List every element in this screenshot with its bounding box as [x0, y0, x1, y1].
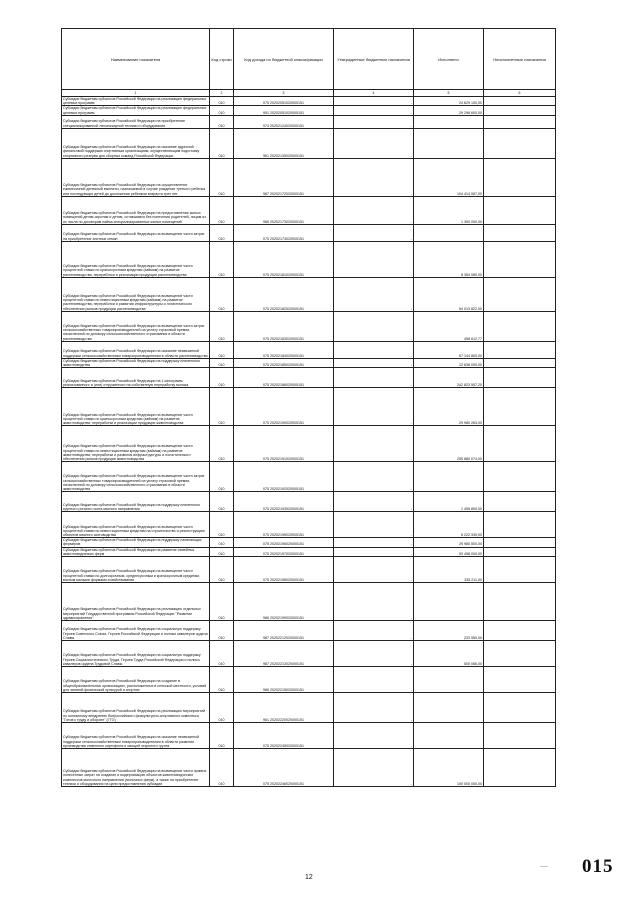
cell-unexecuted [484, 341, 556, 358]
cell-unexecuted [484, 358, 556, 367]
cell-unexecuted [484, 512, 556, 538]
cell-unexecuted [484, 388, 556, 426]
table-row [62, 388, 556, 426]
cell-approved: - [334, 426, 414, 462]
table-row [62, 583, 556, 621]
cell-unexecuted [484, 311, 556, 341]
cell-indicator-name: Субсидии бюджетам субъектов Российской Федерации на социальную поддержку Героев Социалистического Труда, Героев Труда Российской Федерации и полных кавалеров ордена Трудовой Славы [62, 641, 210, 667]
cell-indicator-name: Субсидии бюджетам субъектов Российской Федерации на возмещение части затрат сельскохозяйственных товаропроизводителей на уплату страховой премии, начисленной по договору сельскохозяйственного страхования в области животноводства [62, 462, 210, 492]
cell-income-code: 075 20202193020000151 [234, 492, 334, 512]
cell-line-code: 010 [210, 128, 234, 158]
cell-unexecuted [484, 749, 556, 787]
cell-executed: 1 455 800,00 [414, 492, 484, 512]
cell-unexecuted [484, 368, 556, 388]
table-row [62, 547, 556, 556]
header-income-code: Код дохода по бюджетной классификации [234, 29, 334, 90]
cell-income-code: 951 20202051020000151 [234, 106, 334, 115]
cell-executed [414, 128, 484, 158]
cell-line-code: 010 [210, 158, 234, 196]
cell-income-code: 075 20202174020000151 [234, 224, 334, 241]
cell-line-code: 010 [210, 583, 234, 621]
table-row [62, 426, 556, 462]
table-row [62, 311, 556, 341]
cell-unexecuted [484, 196, 556, 224]
cell-indicator-name: Субсидии бюджетам субъектов Российской Федерации на 1 килограмм реализованного и (или) отгруженного на собственную переработку молока [62, 368, 210, 388]
cell-approved: - [334, 547, 414, 556]
cell-approved: - [334, 583, 414, 621]
table-row [62, 492, 556, 512]
cell-income-code: 075 20202246020000151 [234, 749, 334, 787]
cell-executed [414, 224, 484, 241]
cell-executed: 458 612,77 [414, 311, 484, 341]
cell-income-code: 987 20202213020000151 [234, 641, 334, 667]
table-row [62, 749, 556, 787]
table-row [62, 224, 556, 241]
cell-indicator-name: Субсидии бюджетам субъектов Российской Федерации на поддержку племенного крупного рогатого скота мясного направления [62, 492, 210, 512]
cell-income-code: 966 20202199020000151 [234, 583, 334, 621]
cell-executed [414, 723, 484, 749]
cell-indicator-name: Субсидии бюджетам субъектов Российской Федерации на возмещение части прямых понесенных затрат на создание и модернизацию объектов животноводческих комплексов молочного направления (молочных ферм), а также на приобретение техники и оборудования на цели предоставления субсидии [62, 749, 210, 787]
cell-indicator-name: Субсидии бюджетам субъектов Российской Федерации на развитие семейных животноводческих ферм [62, 547, 210, 556]
cell-indicator-name: Субсидии бюджетам субъектов Российской Федерации на оказание адресной финансовой поддержки спортивным организациям, осуществляющим подготовку спортивного резерва для сборных команд Российской Федерации [62, 128, 210, 158]
table-row [62, 693, 556, 723]
cell-line-code: 010 [210, 641, 234, 667]
table-row [62, 641, 556, 667]
cell-unexecuted [484, 106, 556, 115]
table-row [62, 196, 556, 224]
cell-income-code: 075 20202198020000151 [234, 557, 334, 583]
cell-line-code: 010 [210, 557, 234, 583]
cell-indicator-name: Субсидии бюджетам субъектов Российской Федерации на приобретение специализированной лесопожарной техники и оборудования [62, 115, 210, 128]
table-row [62, 358, 556, 367]
header-line-code: Код строки [210, 29, 234, 90]
table-row [62, 512, 556, 538]
cell-unexecuted [484, 547, 556, 556]
column-number: 4 [334, 90, 414, 97]
cell-line-code: 010 [210, 547, 234, 556]
cell-approved: - [334, 557, 414, 583]
cell-approved: - [334, 641, 414, 667]
cell-indicator-name: Субсидии бюджетам субъектов Российской Федерации на осуществление ежемесячной денежной выплаты, назначаемой в случае рождения третьего ребенка или последующих детей до достижения ребенком возраста трех лет [62, 158, 210, 196]
cell-line-code: 010 [210, 492, 234, 512]
cell-executed: 67 144 800,00 [414, 341, 484, 358]
cell-line-code: 010 [210, 97, 234, 106]
cell-approved: - [334, 492, 414, 512]
cell-approved: - [334, 538, 414, 547]
cell-executed: 6 222 339,00 [414, 512, 484, 538]
cell-executed [414, 693, 484, 723]
table-row [62, 667, 556, 693]
cell-executed: 242 823 557,20 [414, 368, 484, 388]
table-row [62, 241, 556, 277]
cell-indicator-name: Субсидии бюджетам субъектов Российской Федерации на оказание несвязанной поддержки сельскохозяйственным товаропроизводителям в области развития производства семенного картофеля и овощей открытого грунта [62, 723, 210, 749]
cell-line-code: 010 [210, 224, 234, 241]
cell-indicator-name: Субсидии бюджетам субъектов Российской Федерации на социальную поддержку Героев Советского Союза, Героев Российской Федерации и полных кавалеров ордена Славы [62, 621, 210, 641]
cell-executed: 54 013 822,00 [414, 277, 484, 311]
cell-income-code: 987 20202172020000151 [234, 158, 334, 196]
cell-unexecuted [484, 538, 556, 547]
cell-unexecuted [484, 462, 556, 492]
cell-line-code: 010 [210, 723, 234, 749]
cell-indicator-name: Субсидии бюджетам субъектов Российской Федерации на возмещение части затрат на приобретение элитных семян [62, 224, 210, 241]
cell-approved: - [334, 241, 414, 277]
cell-executed: 24 629 100,00 [414, 97, 484, 106]
cell-executed: 8 354 080,00 [414, 241, 484, 277]
cell-approved: - [334, 224, 414, 241]
cell-line-code: 010 [210, 196, 234, 224]
cell-income-code: 075 20202196020000151 [234, 538, 334, 547]
cell-executed: 255 880 074,00 [414, 426, 484, 462]
cell-unexecuted [484, 97, 556, 106]
cell-indicator-name: Субсидии бюджетам субъектов Российской Федерации на предоставление жилых помещений детям-сиротам и детям, оставшимся без попечения родителей, лицам из их числа по договорам найма специализированных жилых помещений [62, 196, 210, 224]
cell-income-code: 966 20202173020000151 [234, 196, 334, 224]
cell-approved: - [334, 667, 414, 693]
cell-unexecuted [484, 158, 556, 196]
cell-approved: - [334, 723, 414, 749]
header-approved: Утвержденные бюджетные назначения [334, 29, 414, 90]
cell-indicator-name: Субсидии бюджетам субъектов Российской Федерации на реализацию отдельных мероприятий Государственной программы Российской Федерации "Развитие здравоохранения" [62, 583, 210, 621]
cell-indicator-name: Субсидии бюджетам субъектов Российской Федерации на возмещение части процентной ставки по инвестиционным кредитам на строительство и реконструкцию объектов мясного скотоводства [62, 512, 210, 538]
cell-line-code: 010 [210, 358, 234, 367]
cell-indicator-name: Субсидии бюджетам субъектов Российской Федерации на реализацию федеральных целевых программ [62, 97, 210, 106]
table-row [62, 97, 556, 106]
cell-executed: 104 414 087,00 [414, 158, 484, 196]
cell-executed: 335 211,00 [414, 557, 484, 583]
handwritten-mark: ~~~ [540, 865, 549, 870]
cell-approved: - [334, 512, 414, 538]
cell-approved: - [334, 196, 414, 224]
table-header-row [62, 29, 556, 90]
cell-income-code: 075 20202190020000151 [234, 388, 334, 426]
cell-executed: 53 458 000,00 [414, 547, 484, 556]
cell-income-code: 075 20202195020000151 [234, 512, 334, 538]
table-row [62, 462, 556, 492]
cell-unexecuted [484, 277, 556, 311]
cell-executed: 233 550,00 [414, 621, 484, 641]
cell-income-code: 075 20202245020000151 [234, 723, 334, 749]
table-row [62, 557, 556, 583]
column-number: 2 [210, 90, 234, 97]
budget-report-table [61, 28, 556, 787]
cell-indicator-name: Субсидии бюджетам субъектов Российской Федерации на возмещение части процентной ставки по долгосрочным, среднесрочным и краткосрочным кредитам, взятым малыми формами хозяйствования [62, 557, 210, 583]
sheet-stamp: 015 [582, 856, 614, 877]
cell-unexecuted [484, 641, 556, 667]
cell-indicator-name: Субсидии бюджетам субъектов Российской Федерации на возмещение части процентной ставки по инвестиционным кредитам (займам) на развитие животноводства, переработки и развития инфраструктуры и логистического обеспечения рынков продукции животноводства [62, 426, 210, 462]
cell-line-code: 010 [210, 241, 234, 277]
table-row [62, 106, 556, 115]
cell-income-code: 075 20202186020000151 [234, 368, 334, 388]
cell-unexecuted [484, 557, 556, 583]
table-body [62, 97, 556, 787]
cell-indicator-name: Субсидии бюджетам субъектов Российской Федерации на реализацию мероприятий по поэтапному внедрению Всероссийского физкультурно-спортивного комплекса "Готов к труду и обороне" (ГТО) [62, 693, 210, 723]
table-row [62, 128, 556, 158]
cell-approved: - [334, 621, 414, 641]
cell-indicator-name: Субсидии бюджетам субъектов Российской Федерации на оказание несвязанной поддержки сельскохозяйственным товаропроизводителям в области растениеводства [62, 341, 210, 358]
cell-approved: - [334, 277, 414, 311]
table-row [62, 158, 556, 196]
cell-line-code: 010 [210, 426, 234, 462]
cell-line-code: 010 [210, 106, 234, 115]
cell-unexecuted [484, 115, 556, 128]
cell-approved: - [334, 128, 414, 158]
cell-unexecuted [484, 128, 556, 158]
cell-line-code: 010 [210, 621, 234, 641]
cell-income-code: 075 20202184020000151 [234, 341, 334, 358]
cell-income-code: 075 20202181020000151 [234, 241, 334, 277]
table-row [62, 368, 556, 388]
cell-unexecuted [484, 492, 556, 512]
cell-approved: - [334, 358, 414, 367]
cell-approved: - [334, 388, 414, 426]
cell-income-code: 966 20202215020000151 [234, 667, 334, 693]
cell-unexecuted [484, 693, 556, 723]
column-number: 3 [234, 90, 334, 97]
table-row [62, 341, 556, 358]
table-row [62, 277, 556, 311]
cell-indicator-name: Субсидии бюджетам субъектов Российской Федерации на создание в общеобразовательных организациях, расположенных в сельской местности, условий для занятий физической культурой и спортом [62, 667, 210, 693]
cell-approved: - [334, 749, 414, 787]
cell-executed: 100 000 000,00 [414, 749, 484, 787]
cell-indicator-name: Субсидии бюджетам субъектов Российской Федерации на поддержку начинающих фермеров [62, 538, 210, 547]
cell-line-code: 010 [210, 667, 234, 693]
cell-indicator-name: Субсидии бюджетам субъектов Российской Федерации на возмещение части процентной ставки по краткосрочным кредитам (займам) на развитие растениеводства, переработки и реализации продукции растениеводства [62, 241, 210, 277]
cell-approved: - [334, 341, 414, 358]
header-unexecuted: Неисполненные назначения [484, 29, 556, 90]
cell-executed [414, 583, 484, 621]
cell-unexecuted [484, 583, 556, 621]
cell-unexecuted [484, 723, 556, 749]
column-number: 1 [62, 90, 210, 97]
cell-indicator-name: Субсидии бюджетам субъектов Российской Федерации на возмещение части процентной ставки по инвестиционным кредитам (займам) на развитие растениеводства, переработки и развития инфраструктуры и логистического обеспечения рынков продукции растениеводства [62, 277, 210, 311]
table-row [62, 115, 556, 128]
column-number: 6 [484, 90, 556, 97]
cell-line-code: 010 [210, 388, 234, 426]
cell-executed: 500 066,00 [414, 641, 484, 667]
cell-indicator-name: Субсидии бюджетам субъектов Российской Федерации на возмещение части процентной ставки по краткосрочным кредитам (займам) на развитие животноводства, переработки и реализации продукции животноводства [62, 388, 210, 426]
cell-approved: - [334, 311, 414, 341]
cell-income-code: 974 20202124020000151 [234, 115, 334, 128]
cell-indicator-name: Субсидии бюджетам субъектов Российской Федерации на поддержку племенного животноводства [62, 358, 210, 367]
cell-indicator-name: Субсидии бюджетам субъектов Российской Федерации на возмещение части затрат сельскохозяйственных товаропроизводителей на уплату страховой премии, начисленной по договору сельскохозяйственного страхования в области растениеводства [62, 311, 210, 341]
cell-line-code: 010 [210, 462, 234, 492]
cell-income-code: 075 20202183020000151 [234, 311, 334, 341]
table-row [62, 723, 556, 749]
cell-executed [414, 667, 484, 693]
column-number-row [62, 90, 556, 97]
header-executed: Исполнено [414, 29, 484, 90]
page-number: 12 [305, 874, 313, 881]
cell-line-code: 010 [210, 512, 234, 538]
cell-executed [414, 115, 484, 128]
cell-executed: 29 980 500,00 [414, 538, 484, 547]
cell-income-code: 075 20202197020000151 [234, 547, 334, 556]
cell-line-code: 010 [210, 277, 234, 311]
cell-income-code: 961 20202220020000151 [234, 693, 334, 723]
cell-income-code: 075 20202051020000151 [234, 97, 334, 106]
cell-unexecuted [484, 621, 556, 641]
cell-approved: - [334, 368, 414, 388]
table-row [62, 538, 556, 547]
cell-line-code: 010 [210, 311, 234, 341]
cell-income-code: 987 20202212020000151 [234, 621, 334, 641]
cell-approved: - [334, 462, 414, 492]
cell-executed: 29 980 263,00 [414, 388, 484, 426]
cell-indicator-name: Субсидии бюджетам субъектов Российской Федерации на реализацию федеральных целевых программ [62, 106, 210, 115]
cell-line-code: 010 [210, 693, 234, 723]
cell-approved: - [334, 97, 414, 106]
cell-income-code: 075 20202185020000151 [234, 358, 334, 367]
cell-executed: 1 390 000,00 [414, 196, 484, 224]
cell-executed: 12 638 000,00 [414, 358, 484, 367]
cell-line-code: 010 [210, 538, 234, 547]
cell-line-code: 010 [210, 115, 234, 128]
column-number: 5 [414, 90, 484, 97]
cell-income-code: 075 20202192020000151 [234, 462, 334, 492]
cell-approved: - [334, 693, 414, 723]
cell-line-code: 010 [210, 341, 234, 358]
cell-executed [414, 462, 484, 492]
cell-executed: 29 298 600,00 [414, 106, 484, 115]
cell-line-code: 010 [210, 749, 234, 787]
cell-unexecuted [484, 667, 556, 693]
cell-income-code: 075 20202191020000151 [234, 426, 334, 462]
cell-unexecuted [484, 224, 556, 241]
cell-line-code: 010 [210, 368, 234, 388]
cell-approved: - [334, 158, 414, 196]
table-row [62, 621, 556, 641]
header-indicator-name: Наименование показателя [62, 29, 210, 90]
cell-approved: - [334, 106, 414, 115]
cell-approved: - [334, 115, 414, 128]
cell-unexecuted [484, 426, 556, 462]
cell-income-code: 961 20202135020000151 [234, 128, 334, 158]
cell-income-code: 075 20202182020000151 [234, 277, 334, 311]
cell-unexecuted [484, 241, 556, 277]
